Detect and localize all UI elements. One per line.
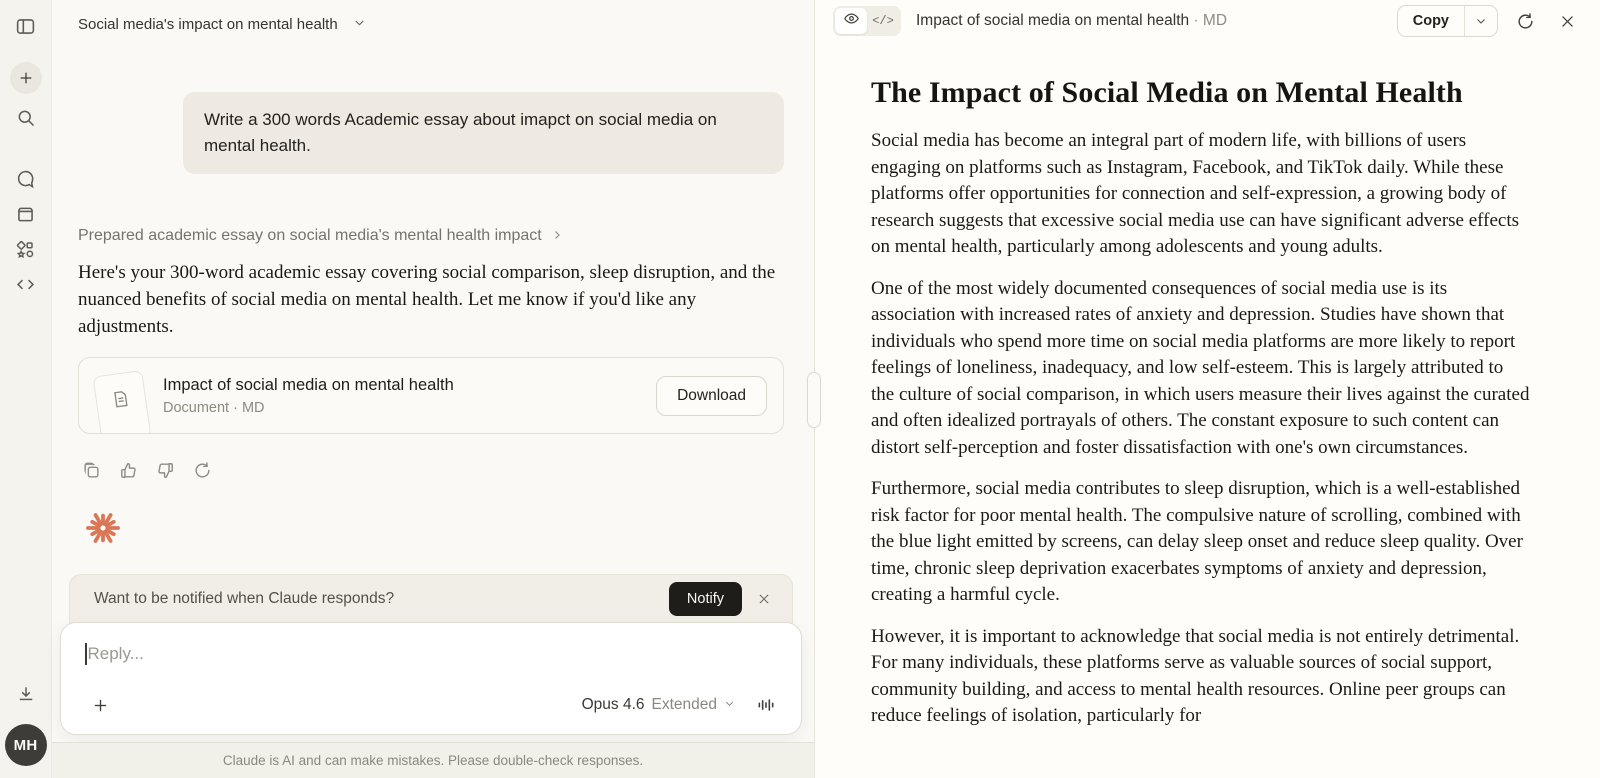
- preview-code-toggle: [833, 6, 901, 36]
- model-name: Opus 4.6: [581, 696, 645, 713]
- sidebar-nav: [14, 156, 38, 307]
- document-icon: [93, 369, 152, 434]
- disclaimer-text: Claude is AI and can make mistakes. Please double-check responses.: [222, 753, 644, 768]
- assistant-message: Here's your 300-word academic essay covering social comparison, sleep disruption, and the nuanced benefits of social media on mental health. Let me know if you'd like any adjustments.: [78, 262, 776, 337]
- artifact-panel-controls: [1397, 5, 1582, 37]
- pane-resize-handle[interactable]: [807, 372, 821, 428]
- thumbs-up-icon[interactable]: [117, 459, 139, 481]
- artifact-panel-header: [815, 0, 1600, 42]
- thought-summary-text: Prepared academic essay on social media's mental health impact: [78, 227, 542, 244]
- artifact-card[interactable]: [78, 357, 784, 434]
- chat-main: [52, 0, 814, 778]
- retry-icon[interactable]: [191, 459, 213, 481]
- document-paragraph: However, it is important to acknowledge that social media is not entirely detrimental. For many individuals, these platforms serve as valuable sources of social support, community building, and access to mental health resources. Online peer groups can reduce feelings of isolation, particularly for: [871, 625, 1520, 726]
- sidebar-bottom: [5, 682, 47, 766]
- message-list: [52, 0, 814, 552]
- download-button[interactable]: Download: [656, 376, 767, 416]
- projects-icon[interactable]: [14, 202, 38, 226]
- new-chat-button[interactable]: [10, 62, 42, 94]
- eye-icon: [843, 10, 860, 32]
- notify-button[interactable]: Notify: [669, 582, 742, 616]
- banner-close-icon[interactable]: [750, 585, 778, 613]
- artifact-title: Impact of social media on mental health: [163, 375, 454, 394]
- chats-icon[interactable]: [14, 167, 38, 191]
- notify-banner-text: Want to be notified when Claude responds?: [94, 590, 395, 607]
- artifact-meta: [163, 376, 656, 416]
- thumbs-down-icon[interactable]: [154, 459, 176, 481]
- close-panel-icon[interactable]: [1552, 6, 1582, 36]
- search-icon[interactable]: [14, 106, 38, 130]
- model-mode: Extended: [651, 696, 717, 713]
- composer: [60, 574, 802, 735]
- composer-toolbar: [85, 690, 779, 720]
- artifact-panel-title: Impact of social media on mental health · MD: [916, 12, 1228, 29]
- preview-toggle-button[interactable]: [835, 8, 867, 34]
- user-avatar[interactable]: MH: [5, 724, 47, 766]
- artifact-subtitle: Document · MD: [163, 399, 265, 416]
- artifacts-icon[interactable]: [14, 237, 38, 261]
- claude-logo-icon: [78, 509, 784, 552]
- copy-dropdown-button[interactable]: [1465, 6, 1497, 36]
- conversation-title: Social media's impact on mental health: [78, 15, 338, 33]
- chevron-down-icon: [353, 16, 366, 33]
- copy-split-button: [1397, 5, 1498, 37]
- chat-header: [52, 0, 814, 48]
- attach-button[interactable]: [85, 690, 115, 720]
- dictation-icon[interactable]: [753, 692, 779, 718]
- document-paragraph: Social media has become an integral part of modern life, with billions of users engaging on platforms such as Instagram, Facebook, and TikTok daily. While these platforms offer opportunities for connection and self-expression, a growing body of research suggests that excessive social media use can have significant adverse effects on mental health, particularly among adolescents and young adults.: [871, 130, 1520, 257]
- document-paragraph: Furthermore, social media contributes to sleep disruption, which is a well-established risk factor for poor mental health. The compulsive nature of scrolling, combined with the blue light emitted by screens, can delay sleep onset and reduce sleep quality. Over time, chronic sleep deprivation exacerbates symptoms of anxiety and depression, creating a harmful cycle.: [871, 478, 1523, 605]
- message-actions: [78, 459, 784, 481]
- thought-summary-toggle[interactable]: [78, 227, 784, 245]
- artifact-panel: [815, 0, 1600, 778]
- copy-message-icon[interactable]: [80, 459, 102, 481]
- chevron-down-icon: [724, 696, 735, 714]
- text-cursor: [85, 643, 87, 665]
- sidebar: [0, 0, 52, 778]
- document-paragraph: One of the most widely documented consequences of social media use is its association with increased rates of anxiety and depression. Studies have shown that individuals who spend more time on social media platforms are more likely to report feelings of loneliness, inadequacy, and low self-esteem. This is largely attributed to the culture of social comparison, in which users measure their lives against the curated and often idealized portrayals of others. The constant exposure to such content can distort self-perception and foster dissatisfaction with one's own circumstances.: [871, 277, 1530, 458]
- document-content: [815, 42, 1531, 730]
- code-icon[interactable]: [14, 272, 38, 296]
- sidebar-toggle-icon[interactable]: [14, 14, 38, 38]
- user-message: Write a 300 words Academic essay about imapct on social media on mental health.: [183, 92, 784, 174]
- reply-input[interactable]: [60, 622, 802, 735]
- reply-placeholder: Reply...: [87, 644, 144, 663]
- chevron-right-icon: [551, 228, 563, 245]
- model-selector[interactable]: [582, 696, 735, 714]
- document-title: The Impact of Social Media on Mental Health: [871, 76, 1463, 109]
- code-icon: </>: [872, 14, 894, 28]
- conversation-title-menu[interactable]: [78, 16, 366, 33]
- artifact-format-badge: · MD: [1193, 12, 1228, 29]
- disclaimer-bar: [52, 742, 814, 778]
- copy-button[interactable]: Copy: [1398, 6, 1464, 36]
- download-app-icon[interactable]: [14, 682, 38, 706]
- code-toggle-button[interactable]: [867, 8, 899, 34]
- refresh-icon[interactable]: [1510, 6, 1540, 36]
